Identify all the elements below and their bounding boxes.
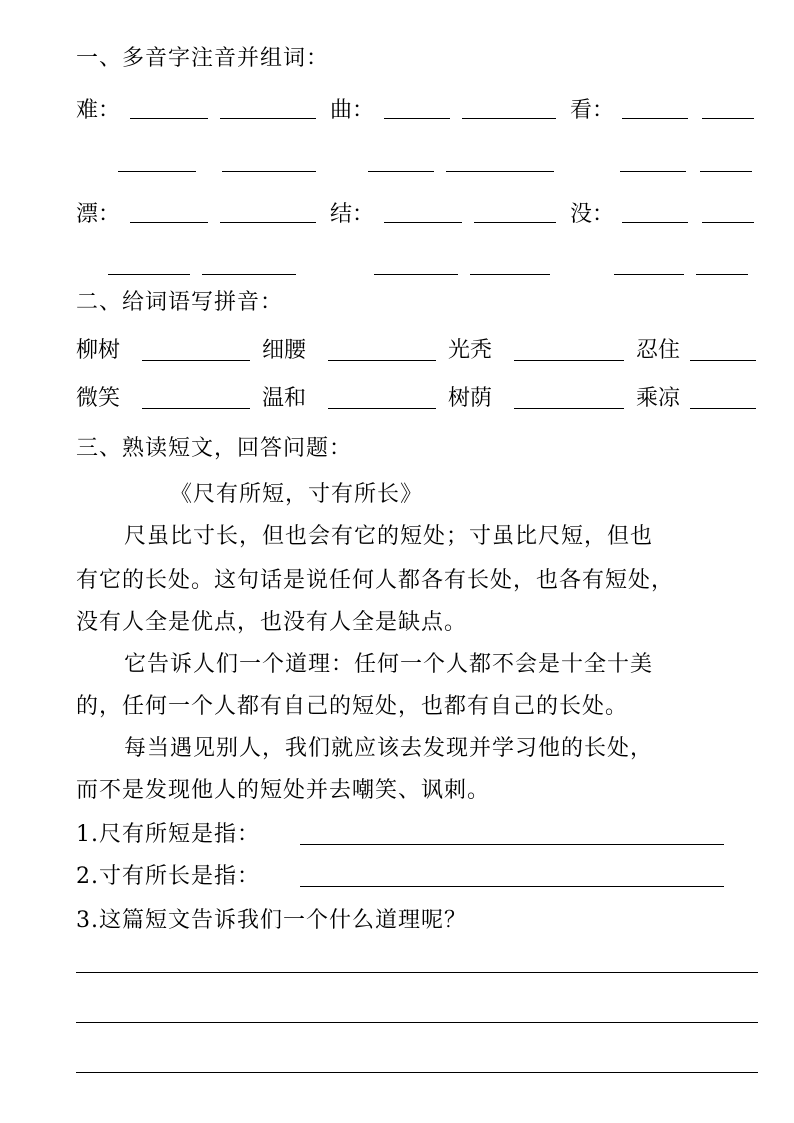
blank-renzhu[interactable] [690, 360, 756, 361]
char-kan: 看： [570, 98, 615, 123]
blank-liushu[interactable] [142, 360, 250, 361]
blank-qu-4[interactable] [446, 171, 554, 172]
answer-line-q3-1[interactable] [76, 972, 758, 973]
blank-piao-1[interactable] [130, 222, 208, 223]
blank-mei-1[interactable] [622, 222, 688, 223]
blank-guangtu[interactable] [514, 360, 624, 361]
blank-nan-4[interactable] [222, 171, 316, 172]
passage-p2-line2: 的，任何一个人都有自己的短处，也都有自己的长处。 [76, 694, 629, 719]
blank-jie-3[interactable] [374, 274, 458, 275]
blank-qu-3[interactable] [368, 171, 434, 172]
word-liushu: 柳树 [76, 338, 121, 363]
passage-title: 《尺有所短，寸有所长》 [170, 482, 424, 507]
char-jie: 结： [330, 202, 375, 227]
blank-weixiao[interactable] [142, 408, 250, 409]
word-guangtu: 光秃 [448, 338, 493, 363]
blank-wenhe[interactable] [328, 408, 436, 409]
passage-p2-line1: 它告诉人们一个道理：任何一个人都不会是十全十美 [124, 652, 654, 677]
section2-heading: 二、给词语写拼音： [76, 290, 284, 315]
blank-piao-2[interactable] [220, 222, 316, 223]
blank-nan-1[interactable] [130, 118, 208, 119]
blank-qu-1[interactable] [384, 118, 450, 119]
section1-heading: 一、多音字注音并组词： [76, 46, 330, 71]
blank-mei-2[interactable] [702, 222, 754, 223]
passage-p1-line1: 尺虽比寸长，但也会有它的短处；寸虽比尺短，但也 [124, 524, 654, 549]
question-1: 1.尺有所短是指： [76, 822, 260, 847]
passage-p1-line3: 没有人全是优点，也没有人全是缺点。 [76, 610, 468, 635]
blank-piao-3[interactable] [108, 274, 190, 275]
blank-kan-3[interactable] [620, 171, 686, 172]
blank-mei-4[interactable] [696, 274, 748, 275]
blank-xiyao[interactable] [328, 360, 436, 361]
passage-p1-line2: 有它的长处。这句话是说任何人都各有长处，也各有短处， [76, 568, 675, 593]
blank-chengliang[interactable] [690, 408, 756, 409]
section3-heading: 三、熟读短文，回答问题： [76, 436, 353, 461]
blank-jie-4[interactable] [470, 274, 550, 275]
blank-kan-2[interactable] [702, 118, 754, 119]
question-2: 2.寸有所长是指： [76, 864, 260, 889]
char-qu: 曲： [330, 98, 375, 123]
word-shuyin: 树荫 [448, 386, 493, 411]
answer-line-q1[interactable] [300, 844, 724, 845]
word-chengliang: 乘凉 [636, 386, 681, 411]
answer-line-q3-3[interactable] [76, 1072, 758, 1073]
blank-mei-3[interactable] [614, 274, 684, 275]
blank-jie-1[interactable] [384, 222, 462, 223]
word-wenhe: 温和 [262, 386, 307, 411]
char-piao: 漂： [76, 202, 121, 227]
passage-p3-line1: 每当遇见别人，我们就应该去发现并学习他的长处， [124, 736, 654, 761]
answer-line-q2[interactable] [300, 886, 724, 887]
answer-line-q3-2[interactable] [76, 1022, 758, 1023]
blank-nan-2[interactable] [220, 118, 316, 119]
blank-shuyin[interactable] [514, 408, 624, 409]
blank-qu-2[interactable] [462, 118, 556, 119]
passage-p3-line2: 而不是发现他人的短处并去嘲笑、讽刺。 [76, 778, 491, 803]
blank-piao-4[interactable] [202, 274, 296, 275]
blank-nan-3[interactable] [118, 171, 196, 172]
word-xiyao: 细腰 [262, 338, 307, 363]
word-renzhu: 忍住 [636, 338, 681, 363]
blank-kan-4[interactable] [700, 171, 752, 172]
blank-jie-2[interactable] [474, 222, 556, 223]
question-3: 3.这篇短文告诉我们一个什么道理呢？ [76, 908, 467, 933]
word-weixiao: 微笑 [76, 386, 121, 411]
char-mei: 没： [570, 202, 615, 227]
blank-kan-1[interactable] [622, 118, 688, 119]
char-nan: 难： [76, 98, 121, 123]
